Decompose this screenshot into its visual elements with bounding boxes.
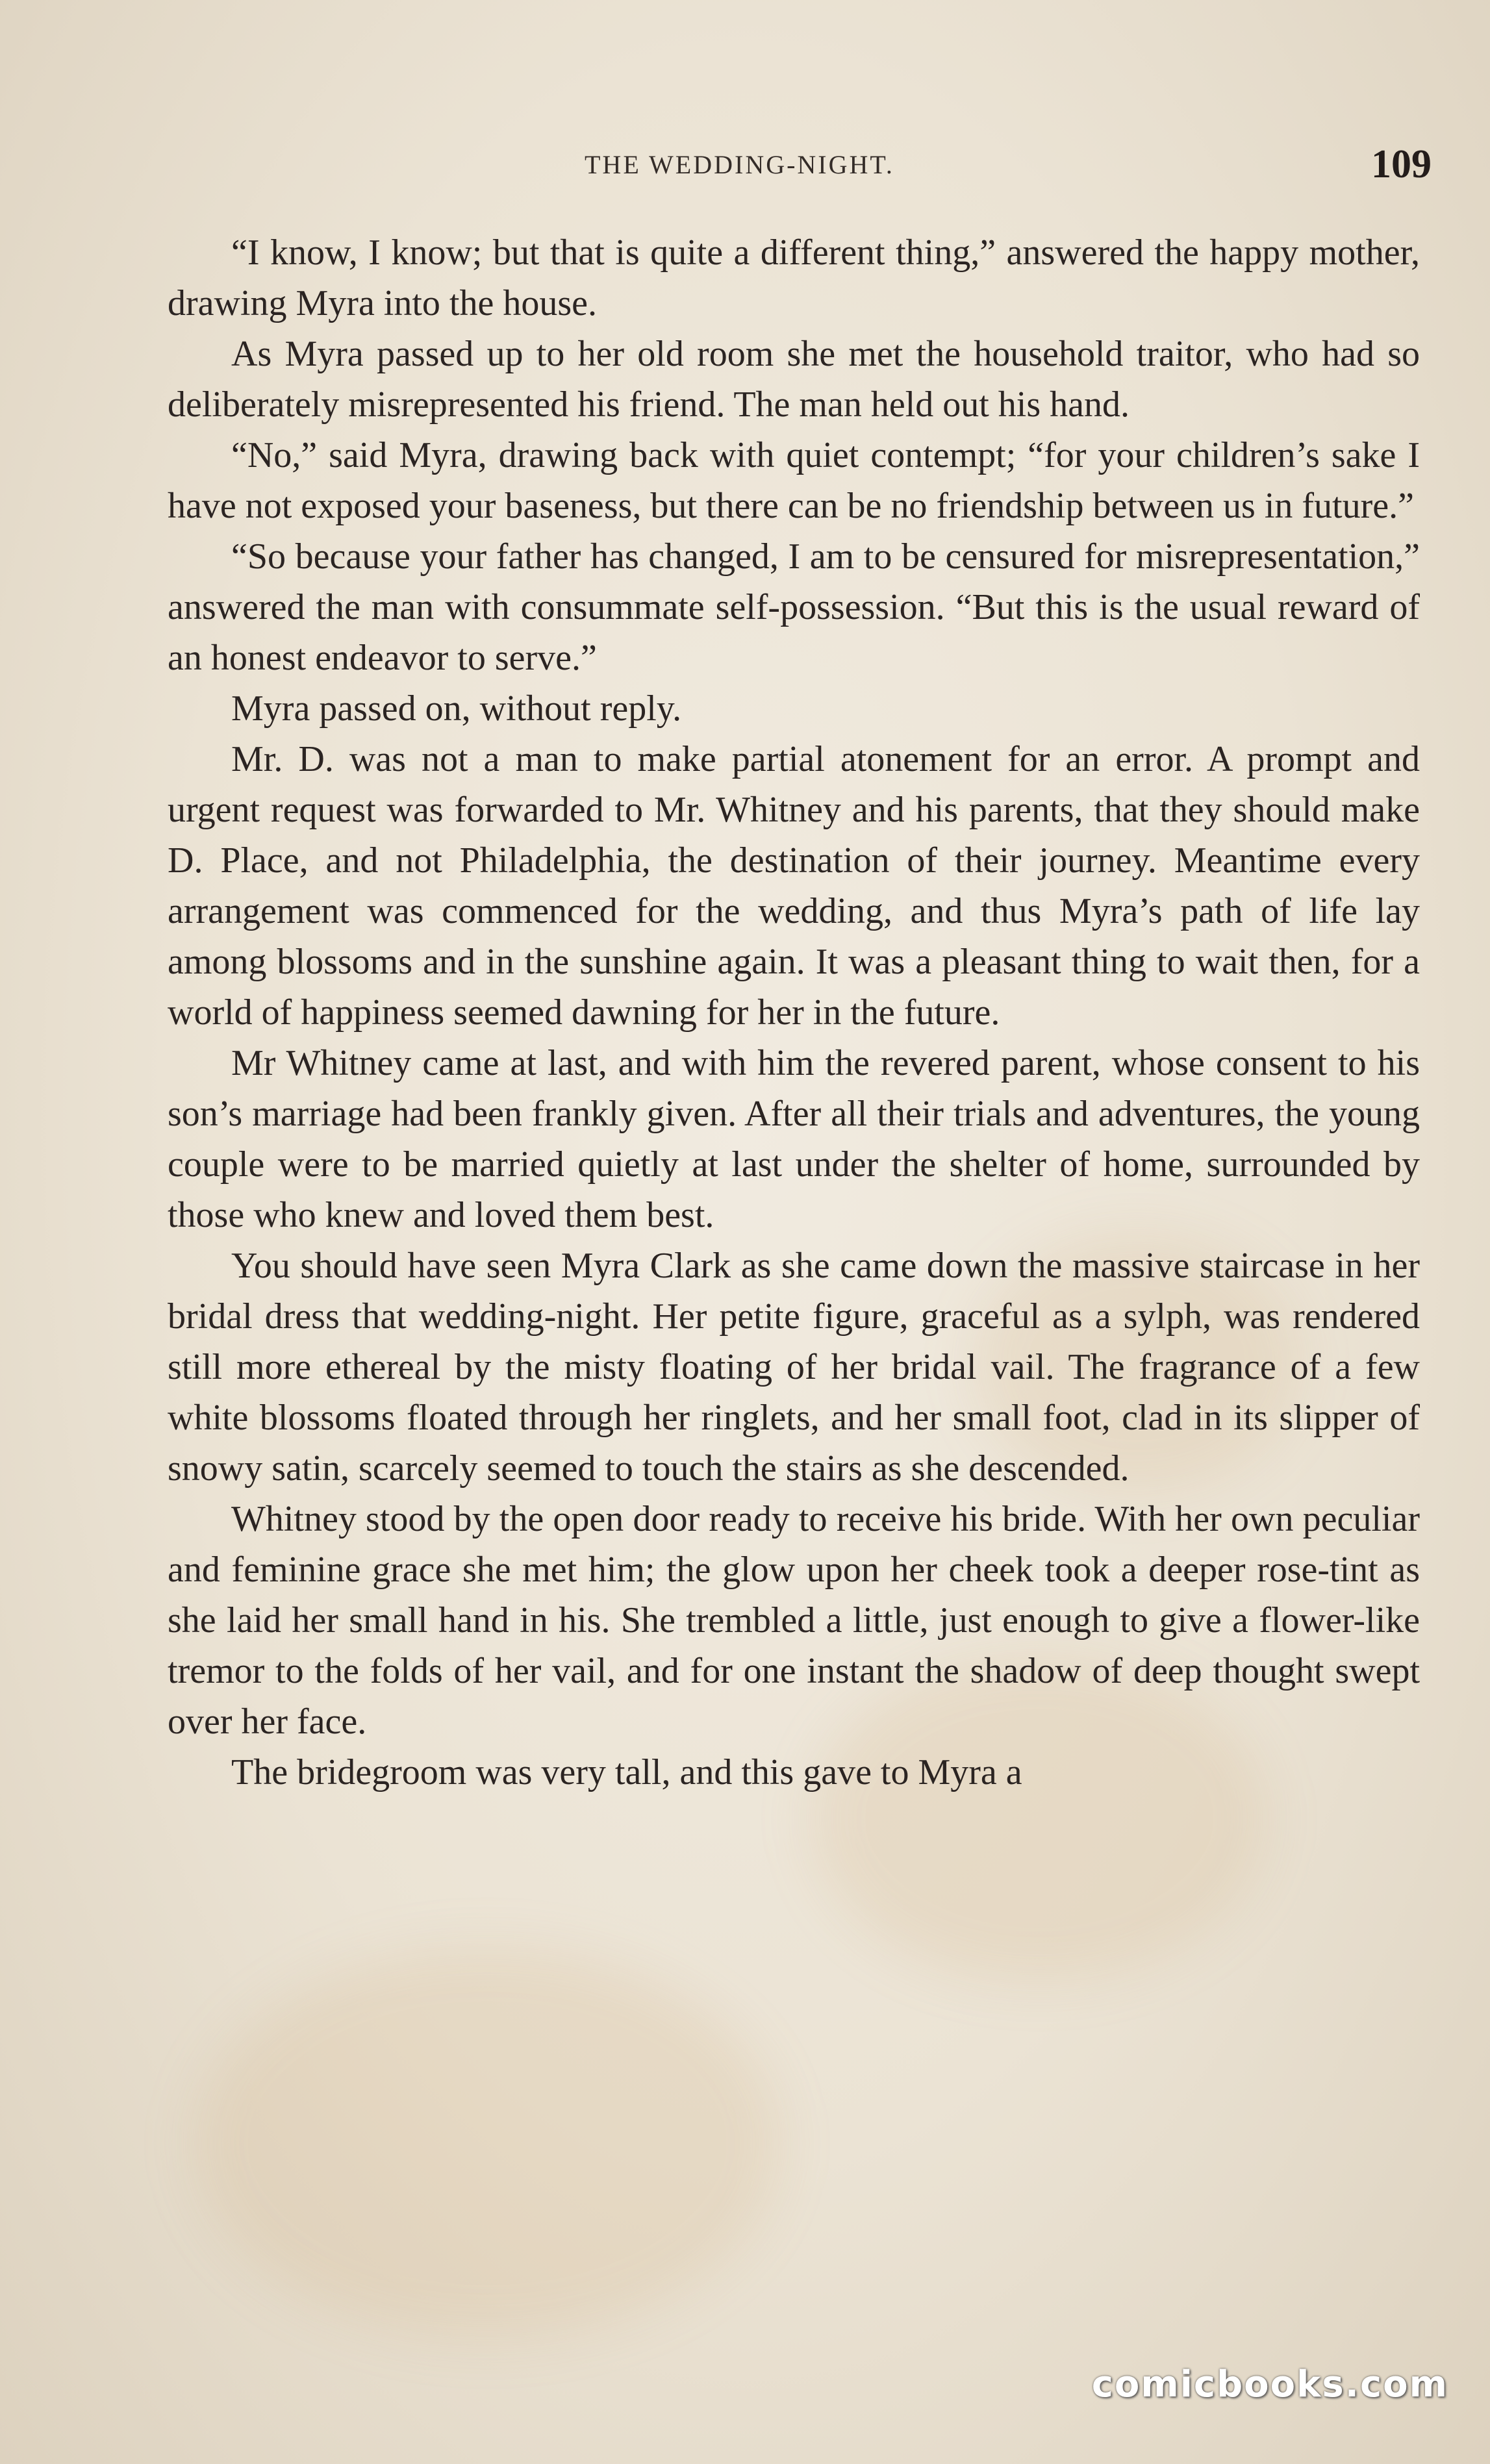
paragraph: Mr Whitney came at last, and with him the revered parent, whose consent to his son’s marriage had been frankly given. After all their trials and adventures, the young couple were to be married quietly at last under the shelter of home, surrounded by those who knew and loved them best. <box>168 1043 1420 1235</box>
paragraph: The bridegroom was very tall, and this gave to Myra a <box>231 1752 1022 1792</box>
paragraph: Myra passed on, without reply. <box>231 688 682 729</box>
paragraph: “No,” said Myra, drawing back with quiet contempt; “for your children’s sake I have not exposed your baseness, but there can be no friendship between us in future.” <box>168 435 1420 526</box>
paragraph: You should have seen Myra Clark as she came down the massive staircase in her bridal dress that wedding-night. Her petite figure, graceful as a sylph, was rendered still more ethereal by the misty floating of her bridal vail. The fragrance of a few white blossoms floated through her ringlets, and her small foot, clad in its slipper of snowy satin, scarcely seemed to touch the stairs as she descended. <box>168 1246 1420 1489</box>
running-head <box>169 142 1432 194</box>
watermark: comicbooks.com <box>1091 2363 1448 2406</box>
paper-stain <box>195 1948 779 2338</box>
running-title: THE WEDDING-NIGHT. <box>585 150 894 179</box>
paragraph: Whitney stood by the open door ready to receive his bride. With her own peculiar and feminine grace she met him; the glow upon her cheek took a deeper rose-tint as she laid her small hand in his. She trembled a little, just enough to give a flower-like tremor to the folds of her vail, and for one instant the shadow of deep thought swept over her face. <box>168 1499 1420 1742</box>
paragraph: “I know, I know; but that is quite a different thing,” answered the happy mother, drawing Myra into the house. <box>168 233 1420 323</box>
page-number: 109 <box>1371 142 1432 186</box>
paragraph: Mr. D. was not a man to make partial atonement for an error. A prompt and urgent request was forwarded to Mr. Whitney and his parents, that they should make D. Place, and not Philadelphia, the destination of their journey. Meantime every arrangement was commenced for the wedding, and thus Myra’s path of life lay among blossoms and in the sunshine again. It was a pleasant thing to wait then, for a world of happiness seemed dawning for her in the future. <box>168 739 1420 1033</box>
body-text <box>168 227 1420 1798</box>
paragraph: As Myra passed up to her old room she met the household traitor, who had so deliberately misrepresented his friend. The man held out his hand. <box>168 334 1420 425</box>
paragraph: “So because your father has changed, I am to be censured for misrepresentation,” answered the man with consummate self-possession. “But this is the usual reward of an honest endeavor to serve.” <box>168 536 1420 678</box>
